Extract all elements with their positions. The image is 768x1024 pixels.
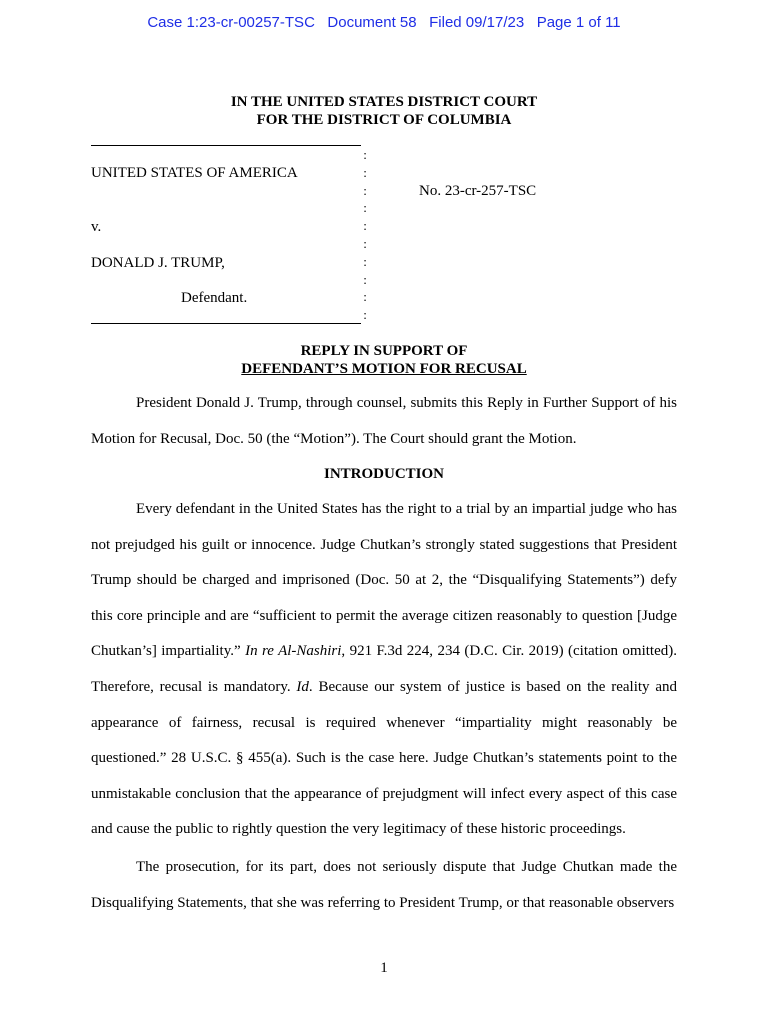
caption-bottom-rule xyxy=(91,323,361,324)
court-name-line1: IN THE UNITED STATES DISTRICT COURT xyxy=(230,94,538,110)
case-citation: In re Al-Nashiri xyxy=(245,643,342,660)
body-paragraph-2: The prosecution, for its part, does not seriously dispute that Judge Chutkan made the Disqualifying Statements, that she was referring to President Trump, or that reasonable observers xyxy=(91,859,677,911)
ecf-header: Case 1:23-cr-00257-TSC Document 58 Filed 09/17/23 Page 1 of 11 xyxy=(147,14,621,31)
caption-versus: v. xyxy=(91,219,102,235)
id-citation: Id xyxy=(296,678,309,695)
document-title-line1: REPLY IN SUPPORT OF xyxy=(300,343,468,359)
document-title-line2: DEFENDANT’S MOTION FOR RECUSAL xyxy=(241,361,527,377)
intro-paragraph: President Donald J. Trump, through counsel, submits this Reply in Further Support of his Motion for Recusal, Doc. 50 (the “Motion”). The Court should grant the Motion. xyxy=(91,395,677,447)
caption-top-rule xyxy=(91,145,361,146)
caption-colon-column: : : : : : : : : : : xyxy=(363,147,367,323)
section-heading-introduction: INTRODUCTION xyxy=(323,466,444,482)
case-number: No. 23-cr-257-TSC xyxy=(419,183,537,199)
body-paragraph-1: Every defendant in the United States has the right to a trial by an impartial judge who has not prejudged his guilt or innocence. Judge Chutkan’s strongly stated suggestions that President Trump should be charged and imprisoned (Doc. 50 at 2, the “Disqualifying Statements”) defy this core principle and are “sufficient to permit the average citizen reasonably to question [Judge Chutkan’s] impartiality.” In re Al-Nashiri, 921 F.3d 224, 234 (D.C. Cir. 2019) (citation omitted). Therefore, recusal is mandatory. Id. Because our system of justice is based on the reality and appearance of fairness, recusal is required whenever “impartiality might reasonably be questioned.” 28 U.S.C. § 455(a). Such is the case here. Judge Chutkan’s statements point to the unmistakable conclusion that the appearance of prejudgment will infect every aspect of this case and cause the public to rightly question the very legitimacy of these historic proceedings. xyxy=(91,501,677,838)
page-number: 1 xyxy=(380,960,388,976)
caption-defendant-role: Defendant. xyxy=(181,290,248,306)
court-name-line2: FOR THE DISTRICT OF COLUMBIA xyxy=(256,112,512,128)
caption-plaintiff: UNITED STATES OF AMERICA xyxy=(91,165,298,181)
caption-defendant-name: DONALD J. TRUMP, xyxy=(91,255,225,271)
